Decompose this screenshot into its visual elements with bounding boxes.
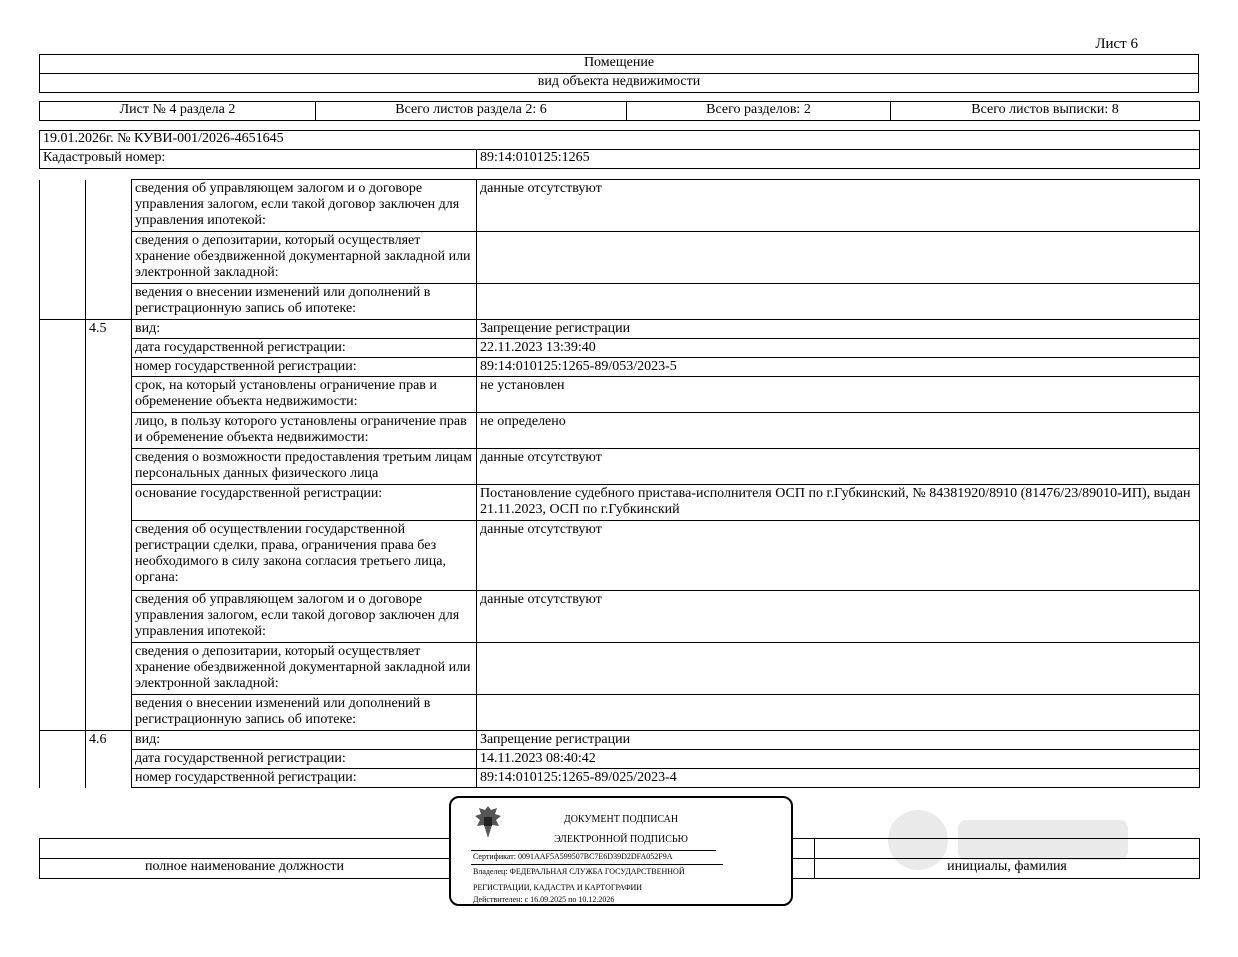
table-row [40,695,1200,731]
row-gutter [40,413,86,449]
row-label: ведения о внесении изменений или дополнений в регистрационную запись об ипотеке: [132,695,477,731]
row-gutter [40,320,86,339]
table-row [40,339,1200,358]
row-number [86,358,132,377]
row-number: 4.6 [86,731,132,750]
row-number [86,769,132,788]
cadastral-label: Кадастровый номер: [40,150,477,169]
total-sheets-section: Всего листов раздела 2: 6 [316,102,627,121]
row-gutter [40,449,86,485]
row-gutter [40,591,86,643]
row-number [86,643,132,695]
row-number [86,591,132,643]
table-row [40,320,1200,339]
row-label: сведения об управляющем залогом и о договоре управления залогом, если такой договор заключен для управления ипотекой: [132,591,477,643]
signature-owner: Владелец: ФЕДЕРАЛЬНАЯ СЛУЖБА ГОСУДАРСТВЕННОЙ [473,867,685,876]
row-number [86,377,132,413]
table-row [40,284,1200,320]
row-value: 89:14:010125:1265-89/053/2023-5 [477,358,1200,377]
signature-certificate: Сертификат: 0091AAF5A599507BC7E6D39D2DFA052F9A [473,852,673,861]
encumbrance-table [39,179,1200,788]
object-type-table [39,54,1199,93]
row-label: основание государственной регистрации: [132,485,477,521]
row-label: сведения об управляющем залогом и о договоре управления залогом, если такой договор заключен для управления ипотекой: [132,180,477,232]
row-value [477,284,1200,320]
row-label: сведения о депозитарии, который осуществляет хранение обездвиженной документарной закладной или электронной закладной: [132,232,477,284]
row-gutter [40,731,86,750]
row-number [86,413,132,449]
table-row [40,643,1200,695]
sheet-of-section: Лист № 4 раздела 2 [40,102,316,121]
row-value: 89:14:010125:1265-89/025/2023-4 [477,769,1200,788]
table-row [40,180,1200,232]
row-value: не определено [477,413,1200,449]
total-sections: Всего разделов: 2 [627,102,891,121]
row-number [86,521,132,591]
table-row [40,485,1200,521]
table-row [40,591,1200,643]
row-value: данные отсутствуют [477,449,1200,485]
row-value: данные отсутствуют [477,521,1200,591]
row-value: Запрещение регистрации [477,320,1200,339]
row-gutter [40,695,86,731]
row-value: Постановление судебного пристава-исполнителя ОСП по г.Губкинский, № 84381920/8910 (81476/23/89010-ИП), выдан 21.11.2023, ОСП по г.Губкинский [477,485,1200,521]
table-row [40,769,1200,788]
electronic-signature-stamp [449,796,793,906]
row-label: вид: [132,320,477,339]
row-number [86,339,132,358]
object-subtitle: вид объекта недвижимости [40,74,1199,93]
signature-owner2: РЕГИСТРАЦИИ, КАДАСТРА И КАРТОГРАФИИ [473,883,643,892]
table-row [40,232,1200,284]
row-value: данные отсутствуют [477,180,1200,232]
table-row [40,449,1200,485]
table-row [40,521,1200,591]
row-number [86,449,132,485]
signature-line2: ЭЛЕКТРОННОЙ ПОДПИСЬЮ [554,834,688,845]
row-gutter [40,358,86,377]
position-label: полное наименование должности [40,859,450,879]
row-value: 14.11.2023 08:40:42 [477,750,1200,769]
row-gutter [40,377,86,413]
row-gutter [40,232,86,284]
cadastral-value: 89:14:010125:1265 [477,150,1200,169]
row-value: Запрещение регистрации [477,731,1200,750]
watermark-icon [878,800,1138,880]
row-value [477,232,1200,284]
row-gutter [40,769,86,788]
row-label: сведения об осуществлении государственной регистрации сделки, права, ограничения права без необходимого в силу закона согласия третьего лица, органа: [132,521,477,591]
signature-line1: ДОКУМЕНТ ПОДПИСАН [563,814,679,825]
signature-rule [471,850,716,851]
row-value [477,643,1200,695]
sheet-number: Лист 6 [1095,36,1138,52]
row-label: номер государственной регистрации: [132,769,477,788]
row-gutter [40,643,86,695]
row-label: лицо, в пользу которого установлены ограничение прав и обременение объекта недвижимости: [132,413,477,449]
row-number [86,180,132,232]
initials-label: инициалы, фамилия [815,859,1200,879]
row-value [477,695,1200,731]
row-gutter [40,750,86,769]
row-number [86,695,132,731]
signature-rule-2 [471,864,723,865]
sheet-info-table [39,101,1200,121]
row-label: дата государственной регистрации: [132,339,477,358]
row-label: дата государственной регистрации: [132,750,477,769]
row-number [86,485,132,521]
row-gutter [40,521,86,591]
total-sheets-extract: Всего листов выписки: 8 [891,102,1200,121]
row-value: 22.11.2023 13:39:40 [477,339,1200,358]
row-label: ведения о внесении изменений или дополнений в регистрационную запись об ипотеке: [132,284,477,320]
object-title: Помещение [40,55,1199,74]
row-number [86,284,132,320]
row-number [86,750,132,769]
row-label: сведения о возможности предоставления третьим лицам персональных данных физического лица [132,449,477,485]
table-row [40,377,1200,413]
table-row [40,750,1200,769]
row-value: данные отсутствуют [477,591,1200,643]
row-value: не установлен [477,377,1200,413]
row-gutter [40,180,86,232]
row-gutter [40,339,86,358]
row-label: вид: [132,731,477,750]
row-label: сведения о депозитарии, который осуществляет хранение обездвиженной документарной закладной или электронной закладной: [132,643,477,695]
signature-validity: Действителен: с 16.09.2025 по 10.12.2026 [473,895,615,904]
row-number: 4.5 [86,320,132,339]
row-label: номер государственной регистрации: [132,358,477,377]
row-number [86,232,132,284]
table-row [40,731,1200,750]
row-label: срок, на который установлены ограничение прав и обременение объекта недвижимости: [132,377,477,413]
extract-info-table [39,130,1200,169]
table-row [40,413,1200,449]
extract-number: 19.01.2026г. № КУВИ-001/2026-4651645 [40,131,1200,150]
row-gutter [40,284,86,320]
table-row [40,358,1200,377]
row-gutter [40,485,86,521]
